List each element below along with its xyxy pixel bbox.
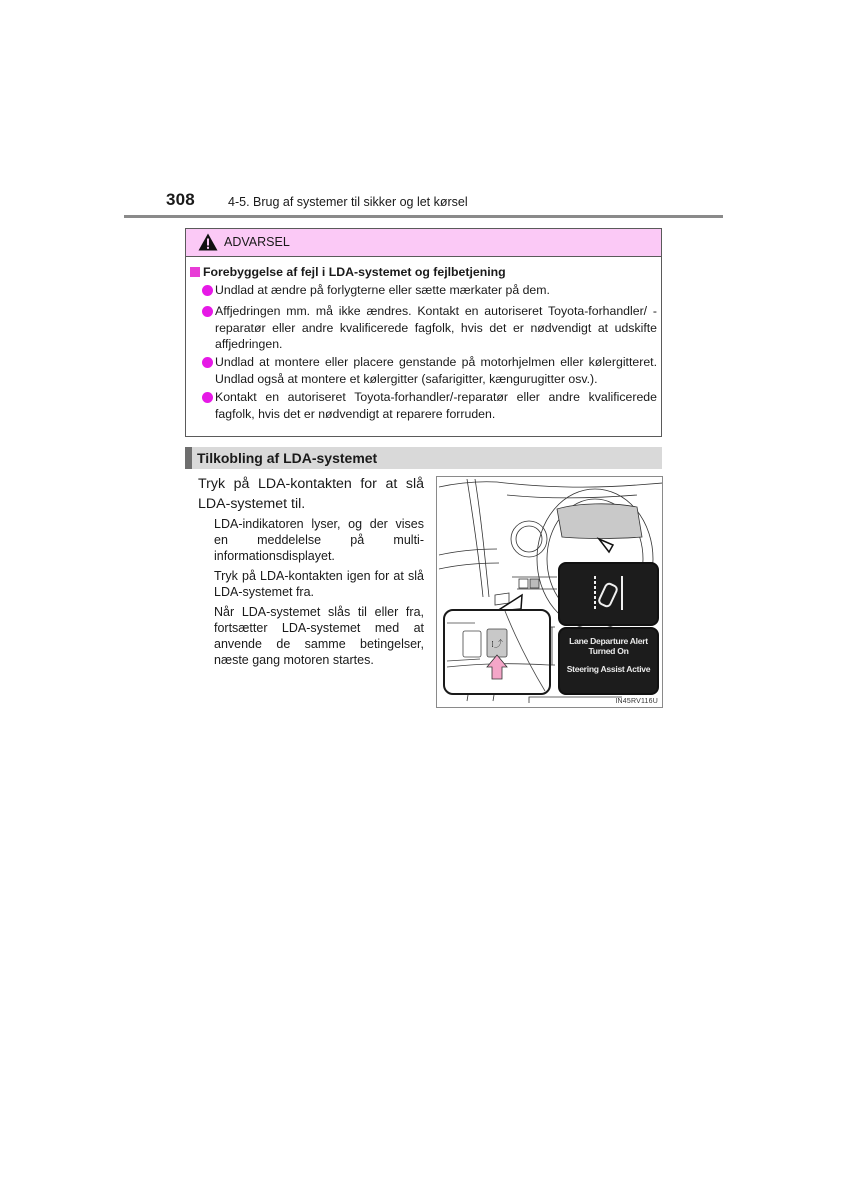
bullet-dot-icon bbox=[202, 306, 213, 317]
square-bullet-icon bbox=[190, 267, 200, 277]
warning-item-text: Undlad at ændre på forlygterne eller sætte mærkater på dem. bbox=[215, 283, 550, 297]
bullet-dot-icon bbox=[202, 357, 213, 368]
lane-departure-icon bbox=[560, 564, 657, 624]
warning-item bbox=[202, 389, 657, 422]
lda-switch-closeup bbox=[445, 611, 549, 693]
warning-item-text: Undlad at montere eller placere genstande på motorhjelmen eller kølergitteret. Undlad også at montere et kølergitter (safarigitter, kængurugitter osv.). bbox=[215, 355, 657, 386]
bullet-dot-icon bbox=[202, 285, 213, 296]
warning-item bbox=[202, 282, 657, 299]
lead-paragraph: Tryk på LDA-kontakten for at slå LDA-systemet til. bbox=[198, 476, 424, 512]
page-number: 308 bbox=[166, 190, 195, 209]
warning-item-text: Affjedringen mm. må ikke ændres. Kontakt en autoriseret Toyota-forhandler/ -reparatør eller andre kvalificerede fagfolk, hvis det er nødvendigt at udskifte affjedringen. bbox=[215, 304, 657, 351]
subsection-title: Tilkobling af LDA-systemet bbox=[197, 450, 378, 466]
section-path: 4-5. Brug af systemer til sikker og let kørsel bbox=[228, 195, 468, 209]
warning-triangle-icon bbox=[198, 233, 218, 251]
warning-box bbox=[185, 228, 662, 437]
warning-item bbox=[202, 303, 657, 353]
dashboard-illustration bbox=[436, 476, 663, 708]
body-paragraph: Når LDA-systemet slås til eller fra, fortsætter LDA-systemet med at anvende de samme betingelser, næste gang motoren startes. bbox=[214, 605, 424, 667]
multi-info-display-icon-panel bbox=[558, 562, 659, 626]
subsection-title-bar bbox=[185, 447, 662, 469]
warning-header bbox=[186, 229, 661, 257]
press-arrow-icon bbox=[487, 655, 507, 679]
title-accent bbox=[185, 447, 192, 469]
figure-code: IN45RV116U bbox=[615, 698, 658, 705]
body-paragraph: LDA-indikatoren lyser, og der vises en meddelelse på multi-informationsdisplayet. bbox=[214, 517, 424, 563]
warning-item bbox=[202, 354, 657, 387]
warning-title: ADVARSEL bbox=[224, 235, 290, 249]
warning-heading bbox=[190, 265, 506, 279]
warning-item-text: Kontakt en autoriseret Toyota-forhandler/-reparatør eller andre kvalificerede fagfolk, hvis det er nødvendigt at reparere forruden. bbox=[215, 390, 657, 421]
multi-info-display-message-panel bbox=[558, 627, 659, 695]
body-paragraph: Tryk på LDA-kontakten igen for at slå LDA-systemet fra. bbox=[214, 569, 424, 599]
bullet-dot-icon bbox=[202, 392, 213, 403]
svg-text:⁞⤴: ⁞⤴ bbox=[491, 640, 503, 650]
header-divider bbox=[124, 215, 723, 218]
warning-heading-text: Forebyggelse af fejl i LDA-systemet og fejlbetjening bbox=[203, 265, 506, 279]
switch-closeup-inset bbox=[443, 609, 551, 695]
display-message-steering: Steering Assist Active bbox=[566, 664, 651, 674]
display-message-lda: Lane Departure Alert Turned On bbox=[569, 636, 648, 656]
